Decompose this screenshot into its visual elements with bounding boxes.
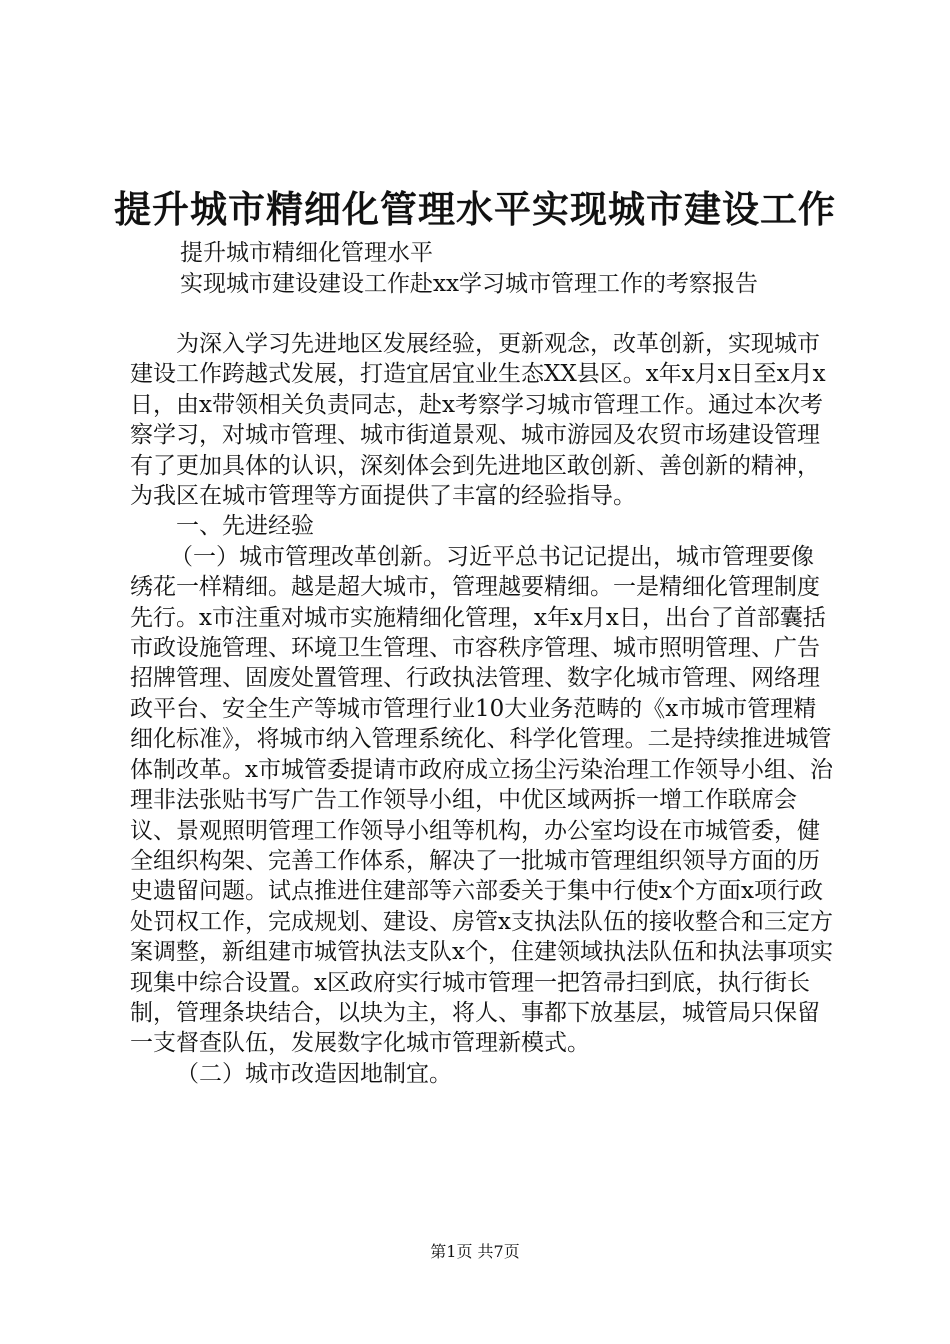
section-heading-renovation: （二）城市改造因地制宜。 — [176, 1060, 452, 1087]
document-body — [130, 329, 835, 1089]
page-footer: 第1页 共7页 — [430, 1242, 520, 1261]
paragraph-intro: 为深入学习先进地区发展经验，更新观念，改革创新，实现城市建设工作跨越式发展，打造宜居宜业生态XX县区。x年x月x日至x月x日，由x带领相关负责同志，赴x考察学习城市管理工作。通过本次考察学习，对城市管理、城市街道景观、城市游园及农贸市场建设管理有了更加具体的认识，深刻体会到先进地区敢创新、善创新的精神，为我区在城市管理等方面提供了丰富的经验指导。 — [130, 331, 826, 510]
page-title: 提升城市精细化管理水平实现城市建设工作 — [114, 187, 836, 231]
subtitle-line-1: 提升城市精细化管理水平 — [180, 240, 433, 266]
subtitle-line-2: 实现城市建设建设工作赴xx学习城市管理工作的考察报告 — [180, 271, 758, 297]
section-heading-experience: 一、先进经验 — [176, 513, 314, 540]
paragraph-reform: （一）城市管理改革创新。习近平总书记记提出，城市管理要像绣花一样精细。越是超大城市，管理越要精细。一是精细化管理制度先行。x市注重对城市实施精细化管理，x年x月x日，出台了首部囊括市政设施管理、环境卫生管理、市容秩序管理、城市照明管理、广告招牌管理、固废处置管理、行政执法管理、数字化城市管理、网络理政平台、安全生产等城市管理行业10大业务范畴的《x市城市管理精细化标准》，将城市纳入管理系统化、科学化管理。二是持续推进城管体制改革。x市城管委提请市政府成立扬尘污染治理工作领导小组、治理非法张贴书写广告工作领导小组，中优区域两拆一增工作联席会议、景观照明管理工作领导小组等机构，办公室均设在市城管委，健全组织构架、完善工作体系，解决了一批城市管理组织领导方面的历史遗留问题。试点推进住建部等六部委关于集中行使x个方面x项行政处罚权工作，完成规划、建设、房管x支执法队伍的接收整合和三定方案调整，新组建市城管执法支队x个，住建领域执法队伍和执法事项实现集中综合设置。x区政府实行城市管理一把笤帚扫到底，执行街长制，管理条块结合，以块为主，将人、事都下放基层，城管局只保留一支督查队伍，发展数字化城市管理新模式。 — [130, 543, 833, 1057]
